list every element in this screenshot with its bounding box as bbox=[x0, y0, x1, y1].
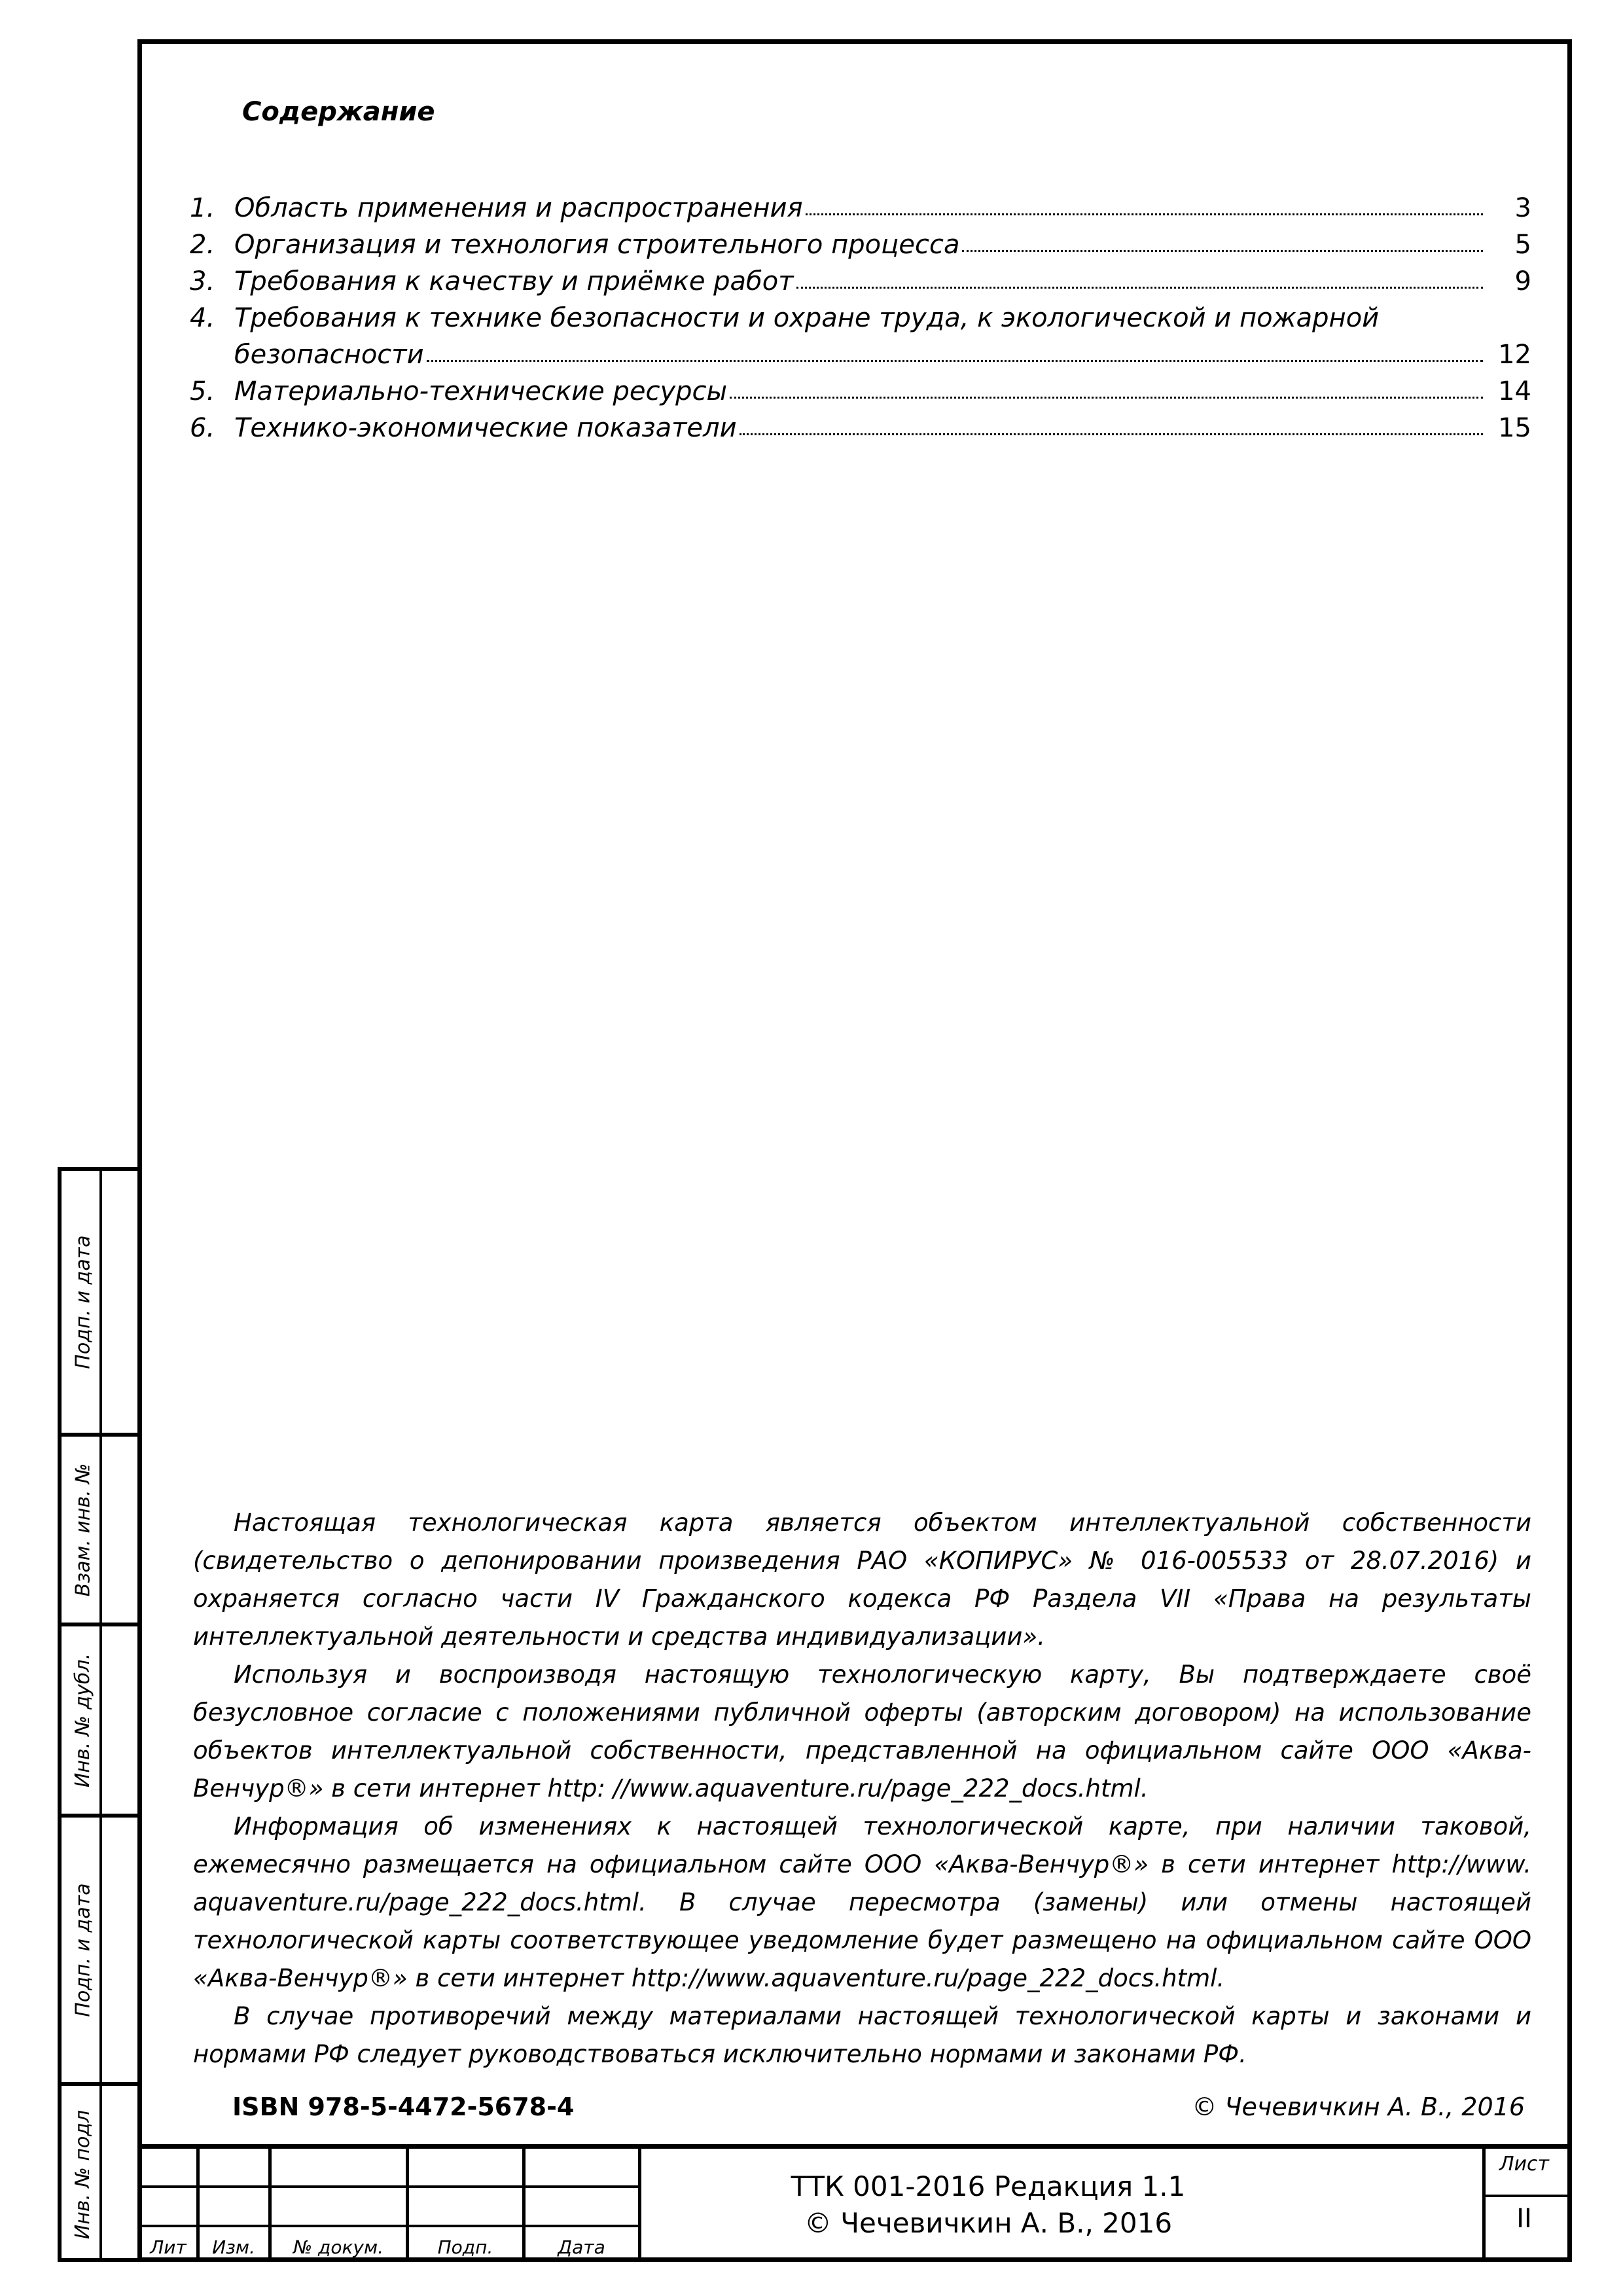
legal-notice bbox=[193, 1504, 1531, 2073]
toc-item-page: 15 bbox=[1498, 413, 1531, 443]
side-stamp-strip bbox=[58, 1167, 137, 2262]
legal-paragraph-3: Информация об изменениях к настоящей технологической карте, при наличии таковой, ежемесячно размещается на официальном сайте ООО «Аква-Венчур®» в сети интернет http://www. aquaventure.ru/page_222_docs.html. В случае пересмотра (замены) или отмены настоящей технологической карты соответствующее уведомление будет размещено на официальном сайте ООО «Аква-Венчур®» в сети интернет http://www.aquaventure.ru/page_222_docs.html. bbox=[193, 1812, 1531, 1992]
toc-item-2[interactable] bbox=[190, 223, 1531, 260]
copyright: © Чечевичкин А. В., 2016 bbox=[1192, 2092, 1525, 2121]
document-designation bbox=[635, 2168, 1342, 2242]
toc-item-text: Материально-технические ресурсы bbox=[234, 376, 728, 406]
toc-leader-dots bbox=[730, 397, 1483, 399]
side-label-2: Взам. инв. № bbox=[71, 1463, 95, 1596]
toc-item-number: 2. bbox=[190, 230, 215, 260]
stamp-col-lit: Лит bbox=[150, 2236, 187, 2258]
toc-item-number: 3. bbox=[190, 266, 215, 296]
side-label-4: Подп. и дата bbox=[71, 1882, 95, 2017]
toc-leader-dots bbox=[427, 360, 1483, 362]
toc-item-text: Область применения и распространения bbox=[234, 193, 803, 223]
stamp-col-doc: № докум. bbox=[293, 2236, 384, 2258]
stamp-col-izm: Изм. bbox=[212, 2236, 255, 2258]
toc-leader-dots bbox=[806, 213, 1483, 215]
toc-item-text: Технико-экономические показатели bbox=[234, 413, 737, 443]
toc-item-5[interactable] bbox=[190, 370, 1531, 406]
toc-leader-dots bbox=[740, 433, 1483, 435]
side-label-5: Инв. № подл bbox=[71, 2109, 95, 2239]
toc-item-text: Требования к качеству и приёмке работ bbox=[234, 266, 794, 296]
toc-leader-dots bbox=[962, 250, 1483, 252]
stamp-col-date: Дата bbox=[558, 2236, 605, 2258]
toc-leader-dots bbox=[796, 287, 1484, 289]
toc-item-text: Организация и технология строительного процесса bbox=[234, 230, 960, 260]
toc-item-page: 3 bbox=[1514, 193, 1531, 223]
toc-item-text: безопасности bbox=[234, 340, 424, 370]
legal-paragraph-2: Используя и воспроизводя настоящую технологическую карту, Вы подтверждаете своё безусловное согласие с положениями публичной оферты (авторским договором) на использование объектов интеллектуальной собственности, представленной на официальном сайте ООО «Аква-Венчур®» в сети интернет http: //www.aquaventure.ru/page_222_docs.html. bbox=[193, 1660, 1531, 1803]
isbn: ISBN 978-5-4472-5678-4 bbox=[232, 2092, 575, 2121]
toc-item-page: 5 bbox=[1514, 230, 1531, 260]
toc-item-page: 9 bbox=[1514, 266, 1531, 296]
stamp-row-line-1 bbox=[137, 2185, 641, 2188]
toc-item-6[interactable] bbox=[190, 406, 1531, 443]
document-code: ТТК 001-2016 Редакция 1.1 bbox=[791, 2170, 1186, 2202]
toc-title: Содержание bbox=[242, 97, 435, 127]
sheet-number: II bbox=[1516, 2204, 1532, 2234]
stamp-col-podp: Подп. bbox=[437, 2236, 493, 2258]
toc-item-4-continuation[interactable] bbox=[190, 333, 1531, 370]
side-label-3: Инв. № дубл. bbox=[71, 1653, 95, 1787]
toc-item-text: Требования к технике безопасности и охране труда, к экологической и пожарной bbox=[234, 303, 1380, 333]
legal-paragraph-4: В случае противоречий между материалами настоящей технологической карты и законами и нормами РФ следует руководствоваться исключительно нормами и законами РФ. bbox=[193, 2002, 1531, 2068]
sheet-label: Лист bbox=[1499, 2153, 1550, 2176]
toc-item-page: 12 bbox=[1498, 340, 1531, 370]
toc-item-4[interactable] bbox=[190, 296, 1531, 333]
title-block bbox=[137, 2144, 1572, 2262]
side-label-1: Подп. и дата bbox=[71, 1234, 95, 1369]
toc-item-3[interactable] bbox=[190, 260, 1531, 296]
document-copyright: © Чечевичкин А. В., 2016 bbox=[804, 2207, 1173, 2239]
toc-item-number: 1. bbox=[190, 193, 215, 223]
legal-paragraph-1: Настоящая технологическая карта является объектом интеллектуальной собственности (свидетельство о депонировании произведения РАО «КОПИРУС» № 016-005533 от 28.07.2016) и охраняется согласно части IV Гражданского кодекса РФ Раздела VII «Права на результаты интеллектуальной деятельности и средства индивидуализации». bbox=[193, 1509, 1531, 1651]
toc-item-number: 5. bbox=[190, 376, 215, 406]
stamp-row-line-2 bbox=[137, 2225, 641, 2227]
toc-item-1[interactable] bbox=[190, 187, 1531, 223]
table-of-contents bbox=[190, 187, 1531, 443]
sheet-cell-line bbox=[1486, 2195, 1572, 2197]
toc-item-page: 14 bbox=[1498, 376, 1531, 406]
toc-item-number: 6. bbox=[190, 413, 215, 443]
toc-item-number: 4. bbox=[190, 303, 215, 333]
